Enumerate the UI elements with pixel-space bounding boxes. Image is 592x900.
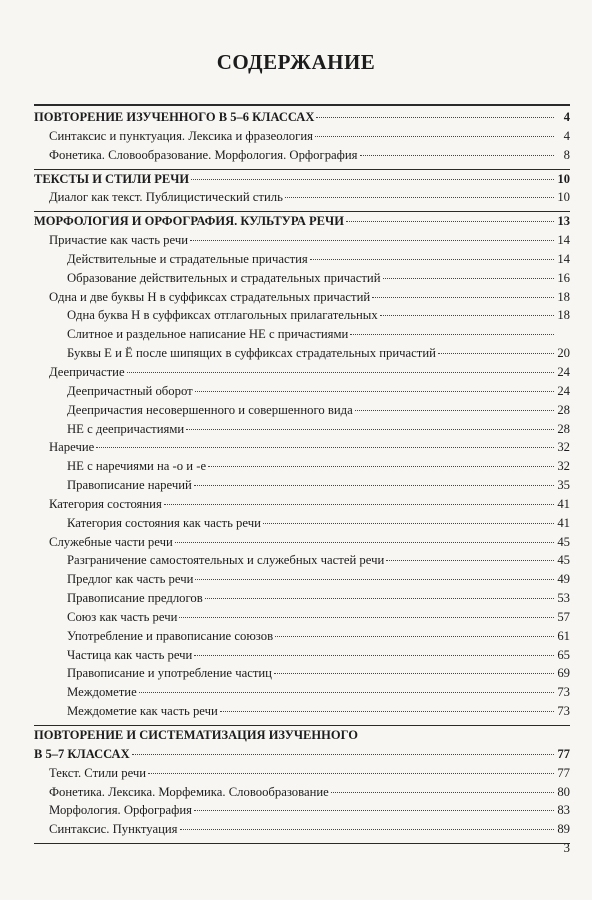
toc-entry-page: 18 [557,308,570,323]
dot-leader [205,597,554,599]
toc-section-heading[interactable] [34,726,570,745]
dot-leader [386,559,554,561]
toc-entry[interactable] [34,476,570,495]
toc-entry-title: Разграничение самостоятельных и служебных частей речи [67,553,385,568]
dot-leader [372,296,554,298]
dot-leader [175,541,554,543]
section-spacer [34,207,570,211]
toc-entry-title: Образование действительных и страдательных причастий [67,270,381,285]
toc-entry-title: Диалог как текст. Публицистический стиль [49,190,283,205]
toc-entry[interactable] [34,514,570,533]
toc-entry-page: 69 [557,666,570,681]
dot-leader [331,791,554,793]
toc-entry[interactable] [34,420,570,439]
toc-entry-page: 8 [563,147,570,162]
toc-entry[interactable] [34,363,570,382]
toc-entry-page: 4 [563,128,570,143]
toc-entry-page: 61 [557,628,570,643]
toc-entry-title: Предлог как часть речи [67,572,194,587]
toc-entry[interactable] [34,438,570,457]
toc-section [34,170,570,213]
toc-entry-title: Наречие [49,440,95,455]
toc-entry[interactable] [34,820,570,839]
toc-entry-page: 10 [557,171,570,186]
section-spacer [34,721,570,725]
toc-entry-page: 24 [557,364,570,379]
toc-entry-title: Частица как часть речи [67,647,193,662]
toc-entry-title: МОРФОЛОГИЯ И ОРФОГРАФИЯ. КУЛЬТУРА РЕЧИ [34,214,344,229]
toc-entry-title: НЕ с наречиями на -о и -е [67,459,207,474]
toc-entry[interactable] [34,646,570,665]
toc-entry-page: 32 [557,440,570,455]
toc-entry-page: 18 [557,289,570,304]
toc-entry[interactable] [34,344,570,363]
toc-entry[interactable] [34,401,570,420]
toc-entry-page: 80 [557,784,570,799]
toc-entry-title: Употребление и правописание союзов [67,628,274,643]
toc-entry-title: В 5–7 КЛАССАХ [34,746,130,761]
dot-leader [194,809,554,811]
dot-leader [148,772,554,774]
page-title: СОДЕРЖАНИЕ [216,50,376,74]
toc-entry-title: Деепричастие [49,364,125,379]
toc-entry-title: ПОВТОРЕНИЕ И СИСТЕМАТИЗАЦИЯ ИЗУЧЕННОГО [34,728,358,742]
toc-entry-page: 16 [557,270,570,285]
toc-entry-title: Правописание наречий [67,478,192,493]
dot-leader [208,465,554,467]
toc-entry-page: 14 [557,233,570,248]
toc-entry-page: 53 [557,591,570,606]
dot-leader [194,484,554,486]
toc-entry-title: Причастие как часть речи [49,233,188,248]
toc-entry-title: Категория состояния [49,496,162,511]
toc-entry-title: Одна и две буквы Н в суффиксах страдательных причастий [49,289,371,304]
toc-entry-title: Слитное и раздельное написание НЕ с причастиями [67,327,349,342]
toc-entry-page: 4 [563,110,570,124]
toc-entry-title: НЕ с деепричастиями [67,421,185,436]
toc-entry-page: 83 [557,803,570,818]
toc-entry-title: Фонетика. Словообразование. Морфология. Орфография [49,147,358,162]
toc-entry-title: Правописание и употребление частиц [67,666,272,681]
toc-entry[interactable] [34,764,570,783]
toc-entry[interactable] [34,683,570,702]
toc-entry[interactable] [34,664,570,683]
dot-leader [274,672,554,674]
section-spacer [34,165,570,169]
dot-leader [285,196,554,198]
toc-section [34,212,570,726]
toc-entry-page: 35 [557,478,570,493]
toc-entry[interactable] [34,783,570,802]
toc-section [34,108,570,170]
toc-entry-title: Действительные и страдательные причастия [67,251,308,266]
toc-entry-page: 45 [557,534,570,549]
toc-entry-page: 24 [557,383,570,398]
toc-entry-page: 28 [557,421,570,436]
dot-leader [355,409,554,411]
toc-entry-title: Союз как часть речи [67,609,178,624]
toc-entry[interactable] [34,269,570,288]
toc-entry-page: 77 [557,765,570,780]
toc-entry[interactable] [34,495,570,514]
toc-entry[interactable] [34,551,570,570]
dot-leader [164,503,554,505]
toc-entry[interactable] [34,306,570,325]
toc-entry-page: 14 [557,251,570,266]
toc-entry-page: 57 [557,609,570,624]
toc-entry-title: Междометие [67,685,137,700]
section-spacer [34,839,570,843]
toc-entry-page: 49 [557,572,570,587]
toc-entry[interactable] [34,250,570,269]
dot-leader [132,753,554,755]
toc-entry-title: Правописание предлогов [67,591,203,606]
toc-entry[interactable] [34,702,570,721]
toc-entry-title: ТЕКСТЫ И СТИЛИ РЕЧИ [34,171,190,186]
toc-entry[interactable] [34,570,570,589]
toc-entry-page: 73 [557,685,570,700]
toc-entry-title: Буквы Е и Ё после шипящих в суффиксах страдательных причастий [67,346,436,361]
dot-leader [191,178,554,180]
toc-entry-title: Междометие как часть речи [67,704,218,719]
dot-leader [179,616,554,618]
dot-leader [316,116,554,118]
dot-leader [195,390,554,392]
toc-entry-page: 32 [557,459,570,474]
title-rule [34,104,570,106]
toc-entry[interactable] [34,127,570,146]
toc-entry-title: Служебные части речи [49,534,173,549]
dot-leader [263,522,554,524]
toc-section-heading[interactable] [34,745,570,764]
toc-entry[interactable] [34,589,570,608]
toc-entry-title: Категория состояния как часть речи [67,515,261,530]
toc-entry-title: Синтаксис и пунктуация. Лексика и фразеология [49,128,313,143]
dot-leader [380,314,554,316]
toc-entry-title: ПОВТОРЕНИЕ ИЗУЧЕННОГО В 5–6 КЛАССАХ [34,110,315,124]
toc-section [34,726,570,844]
dot-leader [350,333,554,335]
toc-entry[interactable] [34,382,570,401]
toc-entry-page: 28 [557,402,570,417]
toc-entry[interactable] [34,533,570,552]
dot-leader [139,691,554,693]
page-number: 3 [563,840,570,855]
toc-entry-title: Морфология. Орфография [49,803,192,818]
dot-leader [180,828,554,830]
toc-entry[interactable] [34,188,570,207]
toc-entry[interactable] [34,457,570,476]
toc-section-heading[interactable] [34,108,570,127]
toc-entry[interactable] [34,608,570,627]
toc-entry-page: 89 [557,822,570,837]
toc-entry-title: Одна буква Н в суффиксах отглагольных прилагательных [67,308,378,323]
dot-leader [220,710,554,712]
toc-section-heading[interactable] [34,170,570,189]
toc-entry[interactable] [34,325,570,344]
dot-leader [186,428,554,430]
toc-entry-page: 77 [557,746,570,761]
toc-entry-page: 45 [557,553,570,568]
dot-leader [346,220,554,222]
toc-entry-title: Текст. Стили речи [49,765,147,780]
dot-leader [190,239,554,241]
toc-entry-title: Синтаксис. Пунктуация [49,822,178,837]
toc-entry[interactable] [34,627,570,646]
toc-entry[interactable] [34,231,570,250]
dot-leader [315,135,554,137]
dot-leader [96,446,554,448]
toc-entry[interactable] [34,801,570,820]
toc-entry-page: 41 [557,515,570,530]
dot-leader [195,578,554,580]
toc-entry-title: Деепричастный оборот [67,383,193,398]
toc-entry-page: 20 [557,346,570,361]
toc-entry[interactable] [34,288,570,307]
table-of-contents [34,108,570,844]
dot-leader [438,352,554,354]
toc-entry-page: 73 [557,704,570,719]
dot-leader [275,635,554,637]
toc-entry-page: 41 [557,496,570,511]
dot-leader [194,654,554,656]
toc-entry-page: 65 [557,647,570,662]
toc-entry-page: 10 [557,190,570,205]
dot-leader [310,258,554,260]
toc-section-heading[interactable] [34,212,570,231]
dot-leader [127,371,554,373]
toc-entry-title: Деепричастия несовершенного и совершенного вида [67,402,353,417]
dot-leader [360,154,554,156]
dot-leader [383,277,554,279]
toc-entry-title: Фонетика. Лексика. Морфемика. Словообразование [49,784,329,799]
toc-entry[interactable] [34,146,570,165]
toc-entry-page: 13 [557,214,570,229]
